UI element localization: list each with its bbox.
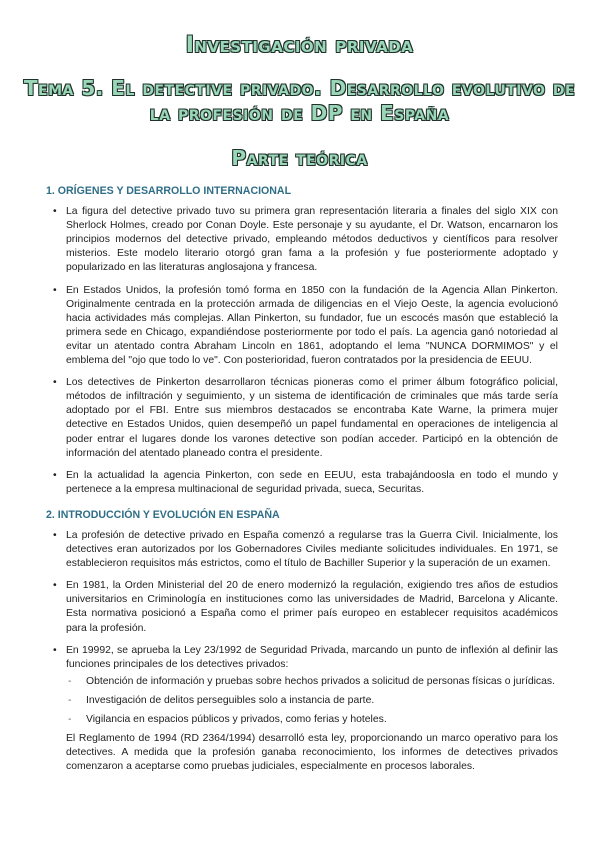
list-item-text: En la actualidad la agencia Pinkerton, con sede en EEUU, esta trabajándoosla en todo el mundo y pertenece a la empresa multinacional de seguridad privada, sueca, Securitas. — [66, 469, 558, 495]
bullet-icon: • — [53, 377, 57, 389]
functions-list — [66, 675, 558, 727]
list-item — [46, 644, 558, 775]
list-item — [46, 284, 558, 369]
list-item — [46, 376, 558, 461]
sub-list-item — [66, 675, 558, 689]
sub-list-item-text: Investigación de delitos perseguibles solo a instancia de parte. — [86, 694, 375, 706]
list-item — [46, 469, 558, 497]
topic-heading: Tema 5. El detective privado. Desarrollo evolutivo de la profesión de DP en España — [23, 76, 576, 125]
bullet-icon: • — [53, 644, 57, 656]
section-1-list — [46, 205, 558, 497]
dash-icon: - — [68, 714, 72, 725]
list-item — [46, 529, 558, 571]
list-item — [46, 205, 558, 275]
list-item-text: En 1981, la Orden Ministerial del 20 de enero modernizó la regulación, exigiendo tres años de estudios universitarios en Criminología en instituciones como las universidades de Madrid, Barcelona y Alicante. Esta normativa posicionó a España como el primer país europeo en establecer requisitos académicos para la profesión. — [66, 580, 558, 634]
list-item-text: Los detectives de Pinkerton desarrollaron técnicas pioneras como el primer álbum fotográfico policial, métodos de infiltración y seguimiento, y un sistema de identificación de criminales que más tarde sería adoptado por el FBI. Entre sus miembros destacados se encontraba Kate Warne, la primera mujer detective en Estados Unidos, quien desempeñó un papel fundamental en operaciones de inteligencia al poder entrar el lugares donde los varones detective son podían acceder. Participó en la obtención de información del atentado planeado contra el presidente. — [66, 377, 558, 459]
sub-list-item-text: Obtención de información y pruebas sobre hechos privados a solicitud de personas físicas o jurídicas. — [86, 675, 555, 687]
bullet-icon: • — [53, 469, 57, 481]
section-2-list — [46, 529, 558, 774]
closing-paragraph: El Reglamento de 1994 (RD 2364/1994) desarrolló esta ley, proporcionando un marco operativo para los detectives. A medida que la profesión ganaba reconocimiento, los informes de detectives privados comenzaron a aceptarse como pruebas judiciales, especialmente en procesos laborales. — [66, 733, 558, 773]
list-item-text: En Estados Unidos, la profesión tomó forma en 1850 con la fundación de la Agencia Allan Pinkerton. Originalmente centrada en la protección armada de diligencias en el Viejo Oeste, la agencia evolucionó hacia actividades más complejas. Allan Pinkerton, su fundador, fue un escocés masón que estableció la primera sede en Chicago, expandiéndose posteriormente por todo el país. La agencia ganó notoriedad al evitar un atentado contra Abraham Lincoln en 1861, adoptando el lema "NUNCA DORMIMOS" y el emblema del "ojo que todo lo ve". Con posterioridad, fueron contratados por la presidencia de EEUU. — [66, 284, 558, 367]
section-1-heading: 1. ORÍGENES Y DESARROLLO INTERNACIONAL — [46, 185, 292, 197]
document-title: Investigación privada — [185, 33, 414, 58]
section-2-heading: 2. INTRODUCCIÓN Y EVOLUCIÓN EN ESPAÑA — [46, 508, 280, 521]
sub-list-item — [66, 713, 558, 727]
list-item-text: La profesión de detective privado en España comenzó a regularse tras la Guerra Civil. Inicialmente, los detectives eran autorizados por los Gobernadores Civiles mediante solicitudes individuales. En 1971, se establecieron requisitos más estrictos, como el título de Bachiller Superior y la superación de un examen. — [66, 529, 558, 570]
sub-list-item-text: Vigilancia en espacios públicos y privados, como ferias y hoteles. — [86, 714, 387, 725]
bullet-icon: • — [53, 206, 57, 218]
bullet-icon: • — [53, 580, 57, 592]
list-item-text: La figura del detective privado tuvo su primera gran representación literaria a finales del siglo XIX con Sherlock Holmes, creado por Conan Doyle. Este personaje y su ayudante, el Dr. Watson, encarnaron los principios modernos del detective privado, empleando métodos deductivos y científicos para resolver misterios. Este modelo literario otorgó gran fama a la profesión y fue posteriormente adoptado y popularizado en las literaturas anglosajona y francesa. — [66, 206, 558, 274]
bullet-icon: • — [53, 529, 57, 541]
list-item-text: En 19992, se aprueba la Ley 23/1992 de Seguridad Privada, marcando un punto de inflexión al definir las funciones principales de los detectives privados: — [66, 644, 558, 670]
dash-icon: - — [68, 675, 72, 687]
bullet-icon: • — [53, 284, 57, 296]
sub-list-item — [66, 694, 558, 708]
document-body — [46, 184, 558, 782]
part-heading: Parte teórica — [231, 146, 368, 170]
list-item — [46, 579, 558, 635]
dash-icon: - — [68, 694, 72, 706]
